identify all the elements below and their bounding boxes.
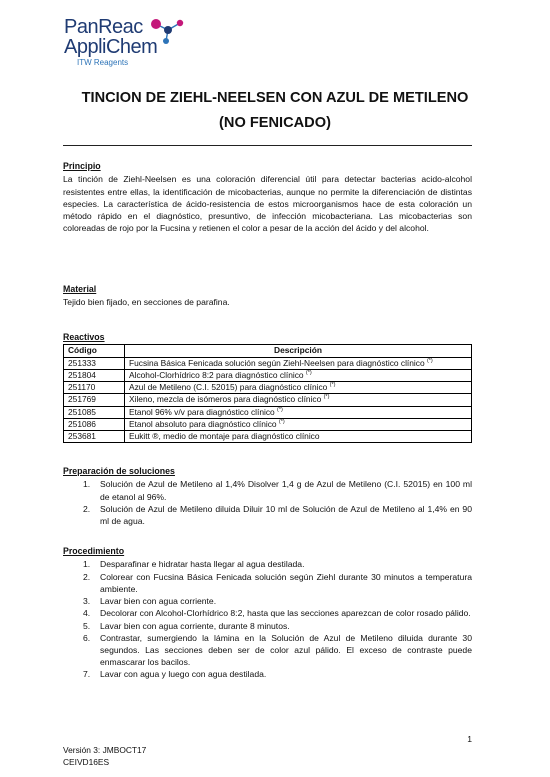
- heading-preparacion: Preparación de soluciones: [63, 466, 175, 476]
- list-item: [63, 558, 472, 570]
- list-item: [63, 632, 472, 669]
- column-header-descripcion: Descripción: [125, 345, 472, 357]
- company-logo: [64, 16, 184, 72]
- cell-description: [125, 430, 472, 442]
- list-item: [63, 668, 472, 680]
- cell-code: 251170: [64, 382, 125, 394]
- heading-reactivos: Reactivos: [63, 332, 105, 342]
- cell-description: [125, 418, 472, 430]
- list-number: 2.: [83, 503, 91, 514]
- cell-description: [125, 406, 472, 418]
- list-item: [63, 595, 472, 607]
- list-number: 6.: [83, 632, 91, 643]
- cell-code: 253681: [64, 430, 125, 442]
- list-text: Desparafinar e hidratar hasta llegar al agua destilada.: [100, 559, 305, 570]
- list-text: Decolorar con Alcohol-Clorhídrico 8:2, hasta que las secciones aparezcan de color rosado pálido.: [100, 608, 471, 619]
- list-text: Lavar con agua y luego con agua destilada.: [100, 669, 267, 680]
- list-number: 2.: [83, 571, 91, 582]
- description-text: Eukitt ®, medio de montaje para diagnóstico clínico: [129, 430, 320, 441]
- heading-procedimiento: Procedimiento: [63, 546, 125, 556]
- description-text: Alcohol-Clorhídrico 8:2 para diagnóstico clínico: [129, 369, 304, 380]
- cell-code: 251085: [64, 406, 125, 418]
- table-row: [64, 406, 472, 418]
- footer-version: Versión 3: JMBOCT17: [63, 745, 147, 755]
- table-row: [64, 357, 472, 369]
- list-number: 4.: [83, 608, 91, 619]
- table-header-row: [64, 345, 472, 357]
- column-header-codigo: Código: [64, 345, 125, 357]
- list-text: Contrastar, sumergiendo la lámina en la Solución de Azul de Metileno diluida durante 30 segundos. Las secciones deben ser de color azul pálido. El exceso de contraste puede enmascarar los bacilos.: [100, 632, 472, 668]
- section-reactivos: [63, 331, 472, 443]
- molecule-icon: [148, 16, 188, 46]
- list-text: Lavar bien con agua corriente, durante 8 minutos.: [100, 620, 290, 631]
- principio-text: La tinción de Ziehl-Neelsen es una coloración diferencial útil para detectar bacterias acido-alcohol resistentes entre ellas, la identificación de micobacterias, aunque no permite la diferenciación de distintas especies. La característica de ácido-resistencia de estos microorganismos hace de esta coloración un método rápido en el diagnóstico, presuntivo, de infección micobacteriana. Las micobacterias son coloreadas de rojo por la Fucsina y retienen el color a pesar de la acción del ácido y del alcohol.: [63, 174, 472, 234]
- section-material: [63, 283, 472, 309]
- list-number: 1.: [83, 479, 91, 490]
- list-number: 7.: [83, 669, 91, 680]
- procedimiento-list: [63, 558, 472, 680]
- list-number: 3.: [83, 596, 91, 607]
- table-row: [64, 382, 472, 394]
- footnote-mark: (*): [277, 406, 283, 413]
- section-procedimiento: [63, 545, 472, 681]
- footer-code: CEIVD16ES: [63, 757, 110, 767]
- table-row: [64, 418, 472, 430]
- table-row: [64, 430, 472, 442]
- footnote-mark: (*): [323, 394, 330, 401]
- material-text: Tejido bien fijado, en secciones de parafina.: [63, 297, 230, 308]
- list-item: [63, 478, 472, 502]
- footnote-mark: (*): [305, 370, 312, 377]
- footnote-mark: (*): [426, 357, 433, 364]
- list-number: 1.: [83, 559, 91, 570]
- title-divider: [63, 145, 472, 146]
- table-row: [64, 394, 472, 406]
- list-text: Colorear con Fucsina Básica Fenicada solución según Ziehl durante 30 minutos a temperatura ambiente.: [100, 571, 472, 594]
- section-principio: [63, 160, 472, 235]
- table-row: [64, 369, 472, 381]
- description-text: Azul de Metileno (C.I. 52015) para diagnóstico clínico: [129, 382, 328, 393]
- list-item: [63, 620, 472, 632]
- description-text: Etanol 96% v/v para diagnóstico clínico: [129, 406, 275, 417]
- document-title-line2: (NO FENICADO): [219, 115, 331, 131]
- preparacion-list: [63, 478, 472, 527]
- description-text: Etanol absoluto para diagnóstico clínico: [129, 418, 277, 429]
- heading-material: Material: [63, 284, 97, 294]
- list-text: Solución de Azul de Metileno al 1,4% Disolver 1,4 g de Azul de Metileno (C.I. 52015) en 100 ml de etanol al 96%.: [100, 479, 472, 502]
- cell-description: [125, 382, 472, 394]
- logo-tagline: ITW Reagents: [77, 58, 129, 67]
- footnote-mark: (*): [278, 418, 285, 425]
- reactivos-table: [63, 344, 472, 443]
- heading-principio: Principio: [63, 161, 101, 171]
- cell-code: 251804: [64, 369, 125, 381]
- cell-description: [125, 357, 472, 369]
- logo-text-panreac: PanReac: [64, 16, 143, 38]
- cell-code: 251086: [64, 418, 125, 430]
- list-item: [63, 571, 472, 595]
- footer: [63, 744, 146, 768]
- description-text: Xileno, mezcla de isómeros para diagnóstico clínico: [129, 394, 322, 405]
- description-text: Fucsina Básica Fenicada solución según Ziehl-Neelsen para diagnóstico clínico: [129, 357, 425, 368]
- list-item: [63, 503, 472, 527]
- section-preparacion: [63, 465, 472, 527]
- document-title-line1: TINCION DE ZIEHL-NEELSEN CON AZUL DE METILENO: [81, 90, 469, 106]
- list-text: Solución de Azul de Metileno diluida Diluir 10 ml de Solución de Azul de Metileno al 1,4% en 90 ml de agua.: [100, 503, 472, 527]
- list-text: Lavar bien con agua corriente.: [100, 596, 217, 607]
- cell-code: 251769: [64, 394, 125, 406]
- list-number: 5.: [83, 620, 91, 631]
- cell-description: [125, 369, 472, 381]
- list-item: [63, 607, 472, 619]
- cell-description: [125, 394, 472, 406]
- cell-code: 251333: [64, 357, 125, 369]
- footnote-mark: (*): [329, 382, 336, 389]
- page-number: 1: [467, 734, 472, 744]
- logo-text-applichem: AppliChem: [64, 36, 158, 58]
